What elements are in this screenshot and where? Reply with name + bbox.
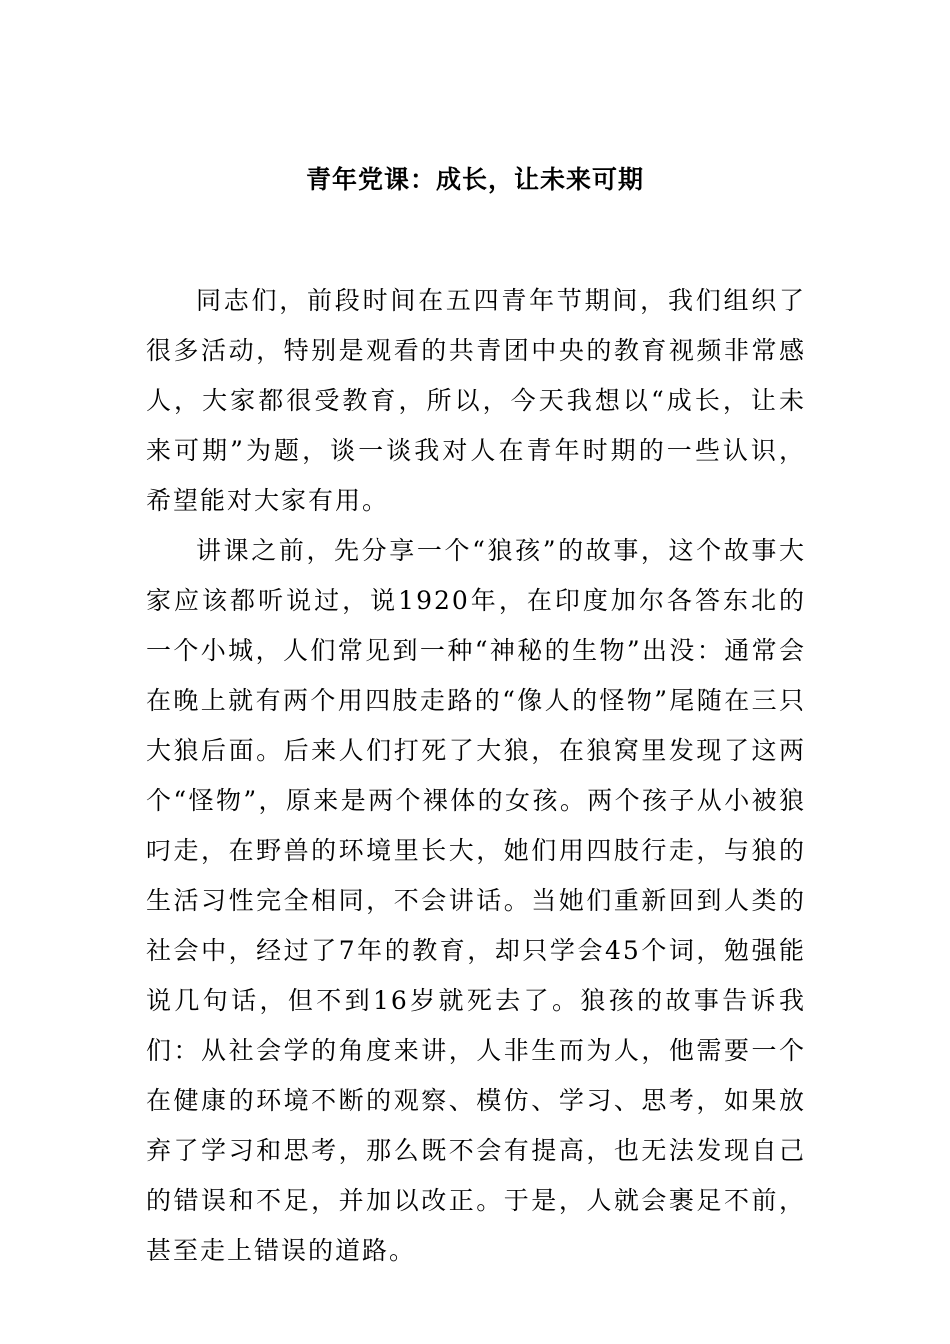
paragraph-intro: 同志们，前段时间在五四青年节期间，我们组织了很多活动，特别是观看的共青团中央的教育视频非常感人，大家都很受教育，所以，今天我想以“成长，让未来可期”为题，谈一谈我对人在青年时期的一些认识，希望能对大家有用。 [146,286,806,515]
document-title: 青年党课：成长，让未来可期 [305,165,644,194]
paragraph-wolf-child-story: 讲课之前，先分享一个“狼孩”的故事，这个故事大家应该都听说过，说1920年，在印度加尔各答东北的一个小城，人们常见到一种“神秘的生物”出没：通常会在晚上就有两个用四肢走路的“像人的怪物”尾随在三只大狼后面。后来人们打死了大狼，在狼窝里发现了这两个“怪物”，原来是两个裸体的女孩。两个孩子从小被狼叼走，在野兽的环境里长大，她们用四肢行走，与狼的生活习性完全相同，不会讲话。当她们重新回到人类的社会中，经过了7年的教育，却只学会45个词，勉强能说几句话，但不到16岁就死去了。狼孩的故事告诉我们：从社会学的角度来讲，人非生而为人，他需要一个在健康的环境不断的观察、模仿、学习、思考，如果放弃了学习和思考，那么既不会有提高，也无法发现自己的错误和不足，并加以改正。于是，人就会裹足不前，甚至走上错误的道路。 [146,536,806,1265]
document-body [146,276,806,1276]
